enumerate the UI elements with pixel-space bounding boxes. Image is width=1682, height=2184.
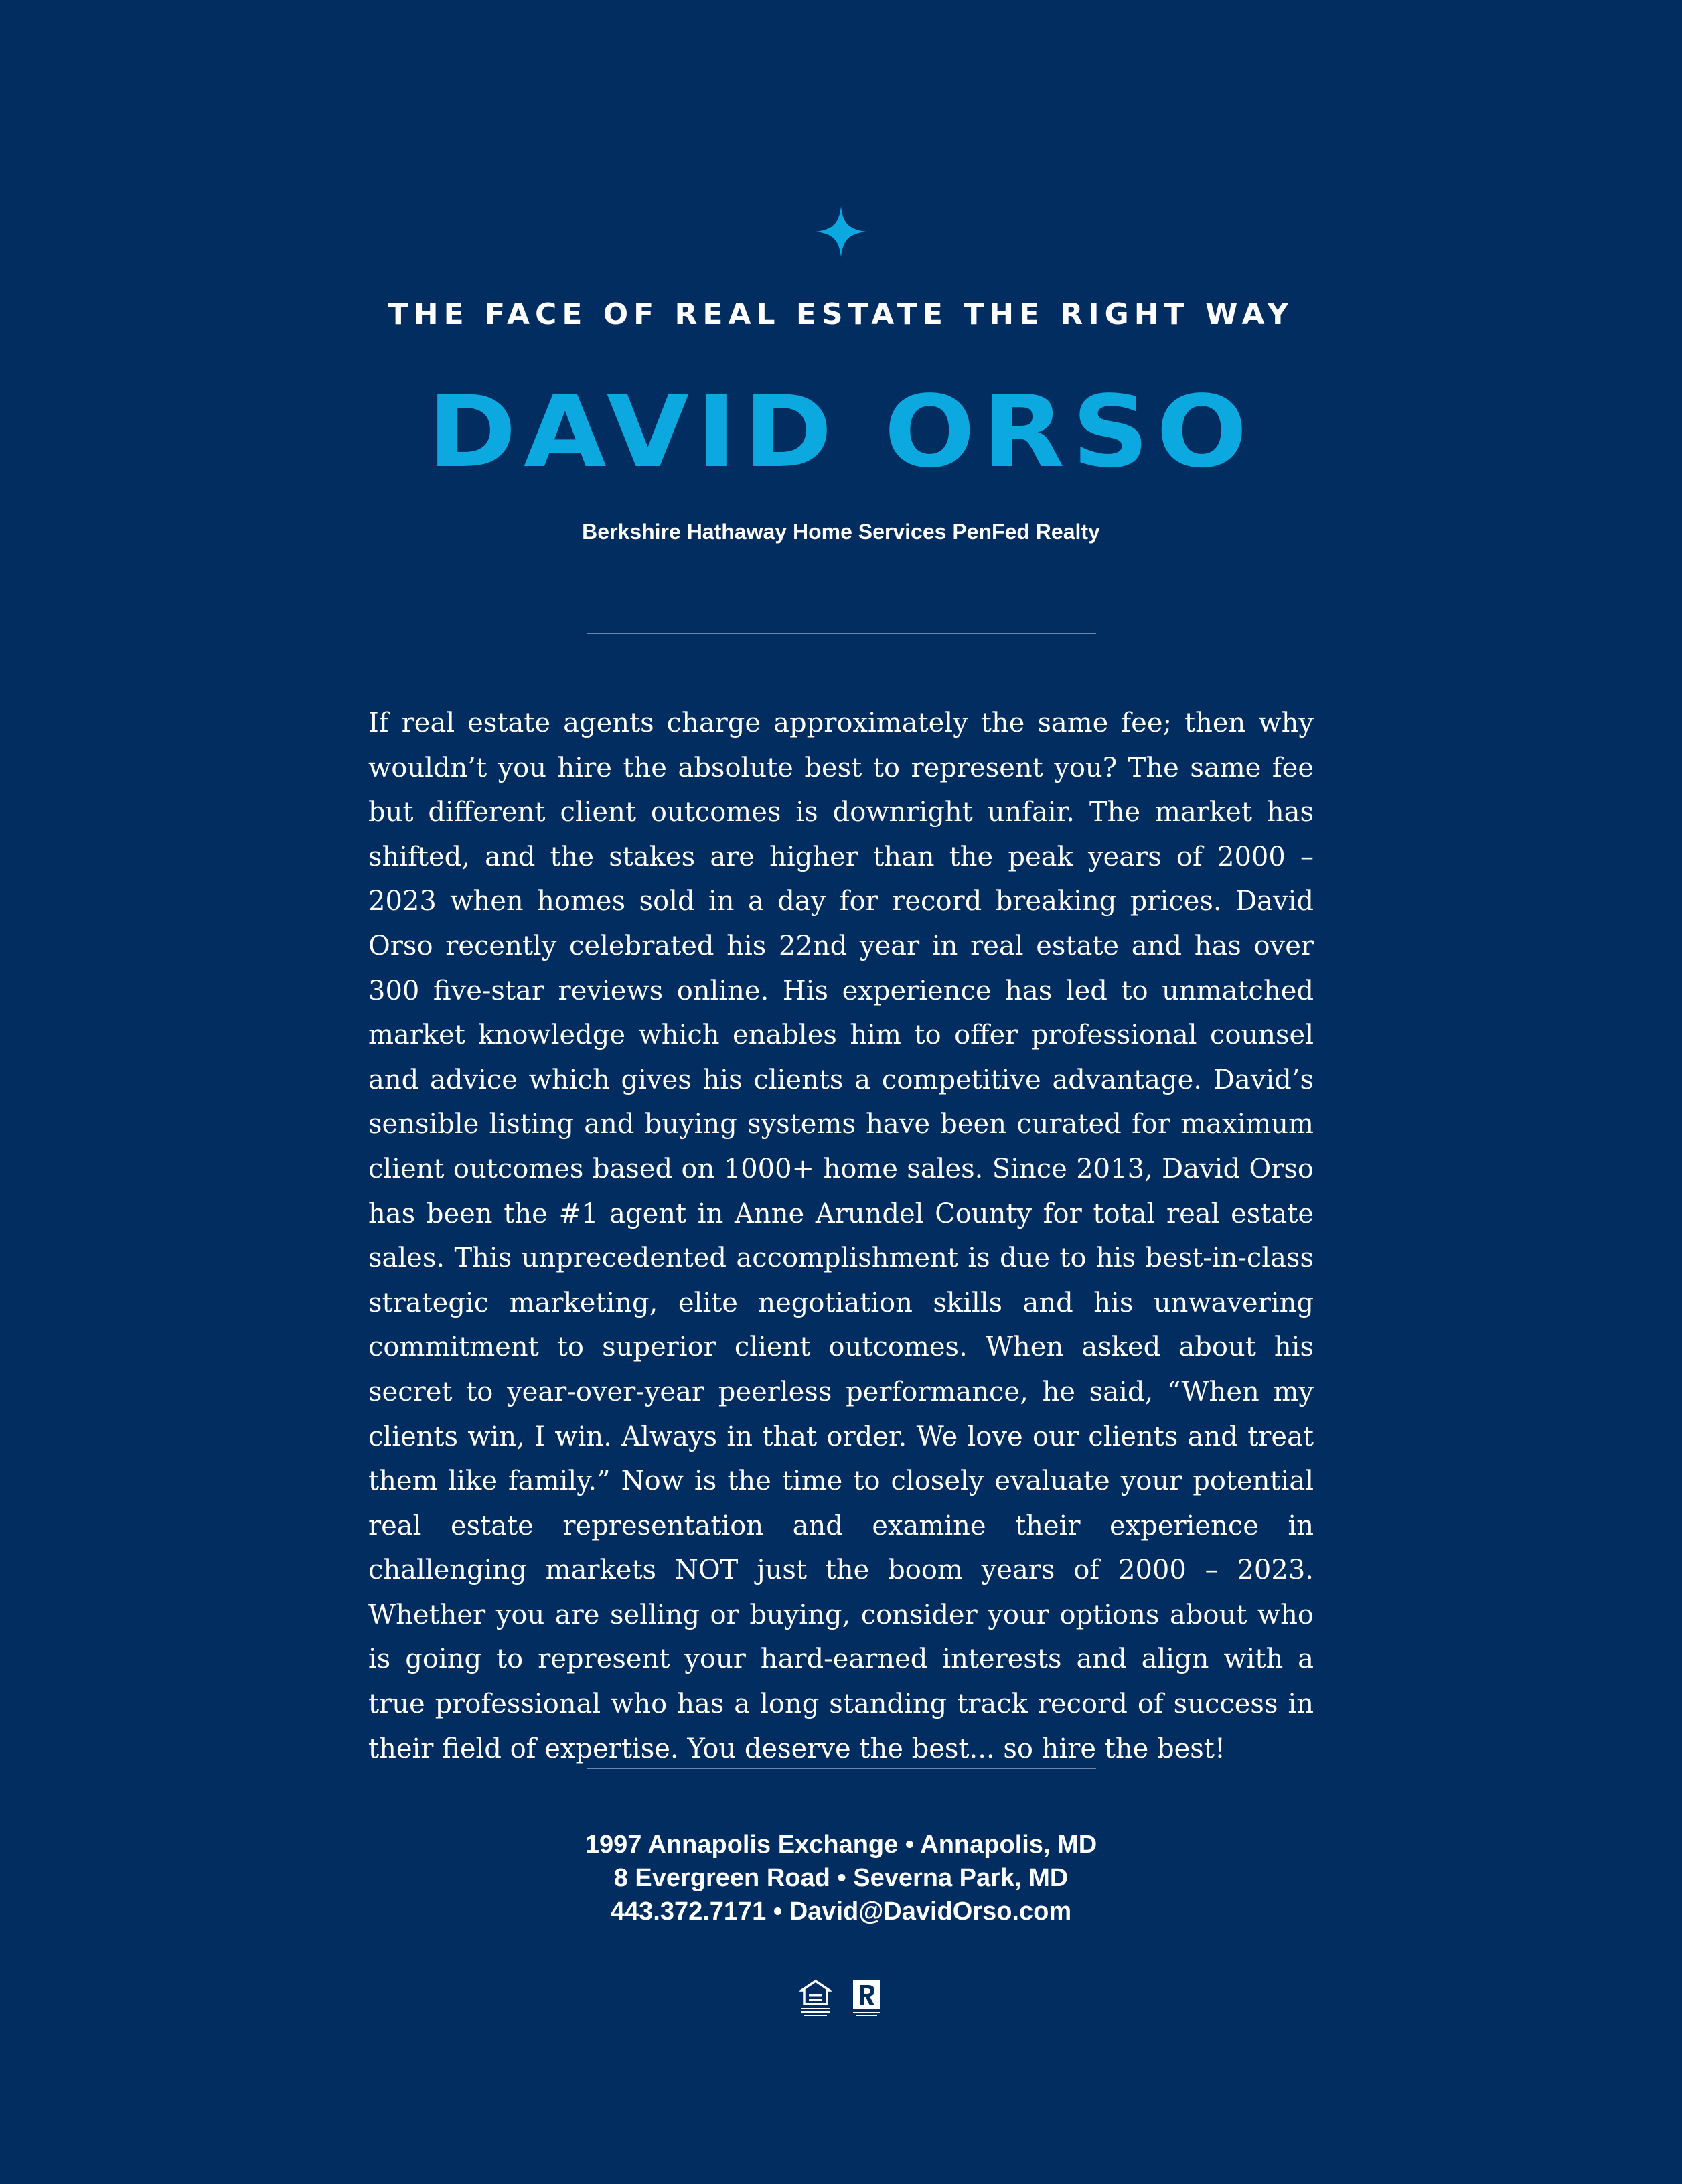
equal-housing-opportunity-icon (799, 1978, 832, 2017)
agent-name: DAVID ORSO (427, 374, 1255, 489)
realtor-icon (850, 1978, 883, 2017)
bottom-divider (587, 1768, 1096, 1769)
phone-email: 443.372.7171 • David@DavidOrso.com (610, 1897, 1072, 1926)
address-severna-park: 8 Evergreen Road • Severna Park, MD (613, 1864, 1069, 1892)
sparkle-star-icon (816, 206, 866, 257)
tagline: THE FACE OF REAL ESTATE THE RIGHT WAY (388, 297, 1294, 331)
address-annapolis: 1997 Annapolis Exchange • Annapolis, MD (585, 1830, 1097, 1859)
top-divider (587, 633, 1096, 634)
body-paragraph: If real estate agents charge approximately the same fee; then why wouldn’t you hire the absolute best to represent you? The same fee but different client outcomes is downright unfair. The market has shifted, and the stakes are higher than the peak years of 2000 – 2023 when homes sold in a day for record breaking prices. David Orso recently celebrated his 22nd year in real estate and has over 300 five-star reviews online. His experience has led to unmatched market knowledge which enables him to offer professional counsel and advice which gives his clients a competitive advantage. David’s sensible listing and buying systems have been curated for maximum client outcomes based on 1000+ home sales. Since 2013, David Orso has been the #1 agent in Anne Arundel County for total real estate sales. This unprecedented accomplishment is due to his best-in-class strategic marketing, elite negotiation skills and his unwavering commitment to superior client outcomes. When asked about his secret to year-over-year peerless performance, he said, “When my clients win, I win. Always in that order. We love our clients and treat them like family.” Now is the time to closely evaluate your potential real estate representation and examine their experience in challenging markets NOT just the boom years of 2000 – 2023. Whether you are selling or buying, consider your options about who is going to represent your hard-earned interests and align with a true professional who has a long standing track record of success in their field of expertise. You deserve the best... so hire the best! (368, 708, 1314, 1764)
contact-block (0, 1828, 1682, 1928)
company-name: Berkshire Hathaway Home Services PenFed Realty (582, 520, 1100, 544)
compliance-logos (0, 1978, 1682, 2017)
